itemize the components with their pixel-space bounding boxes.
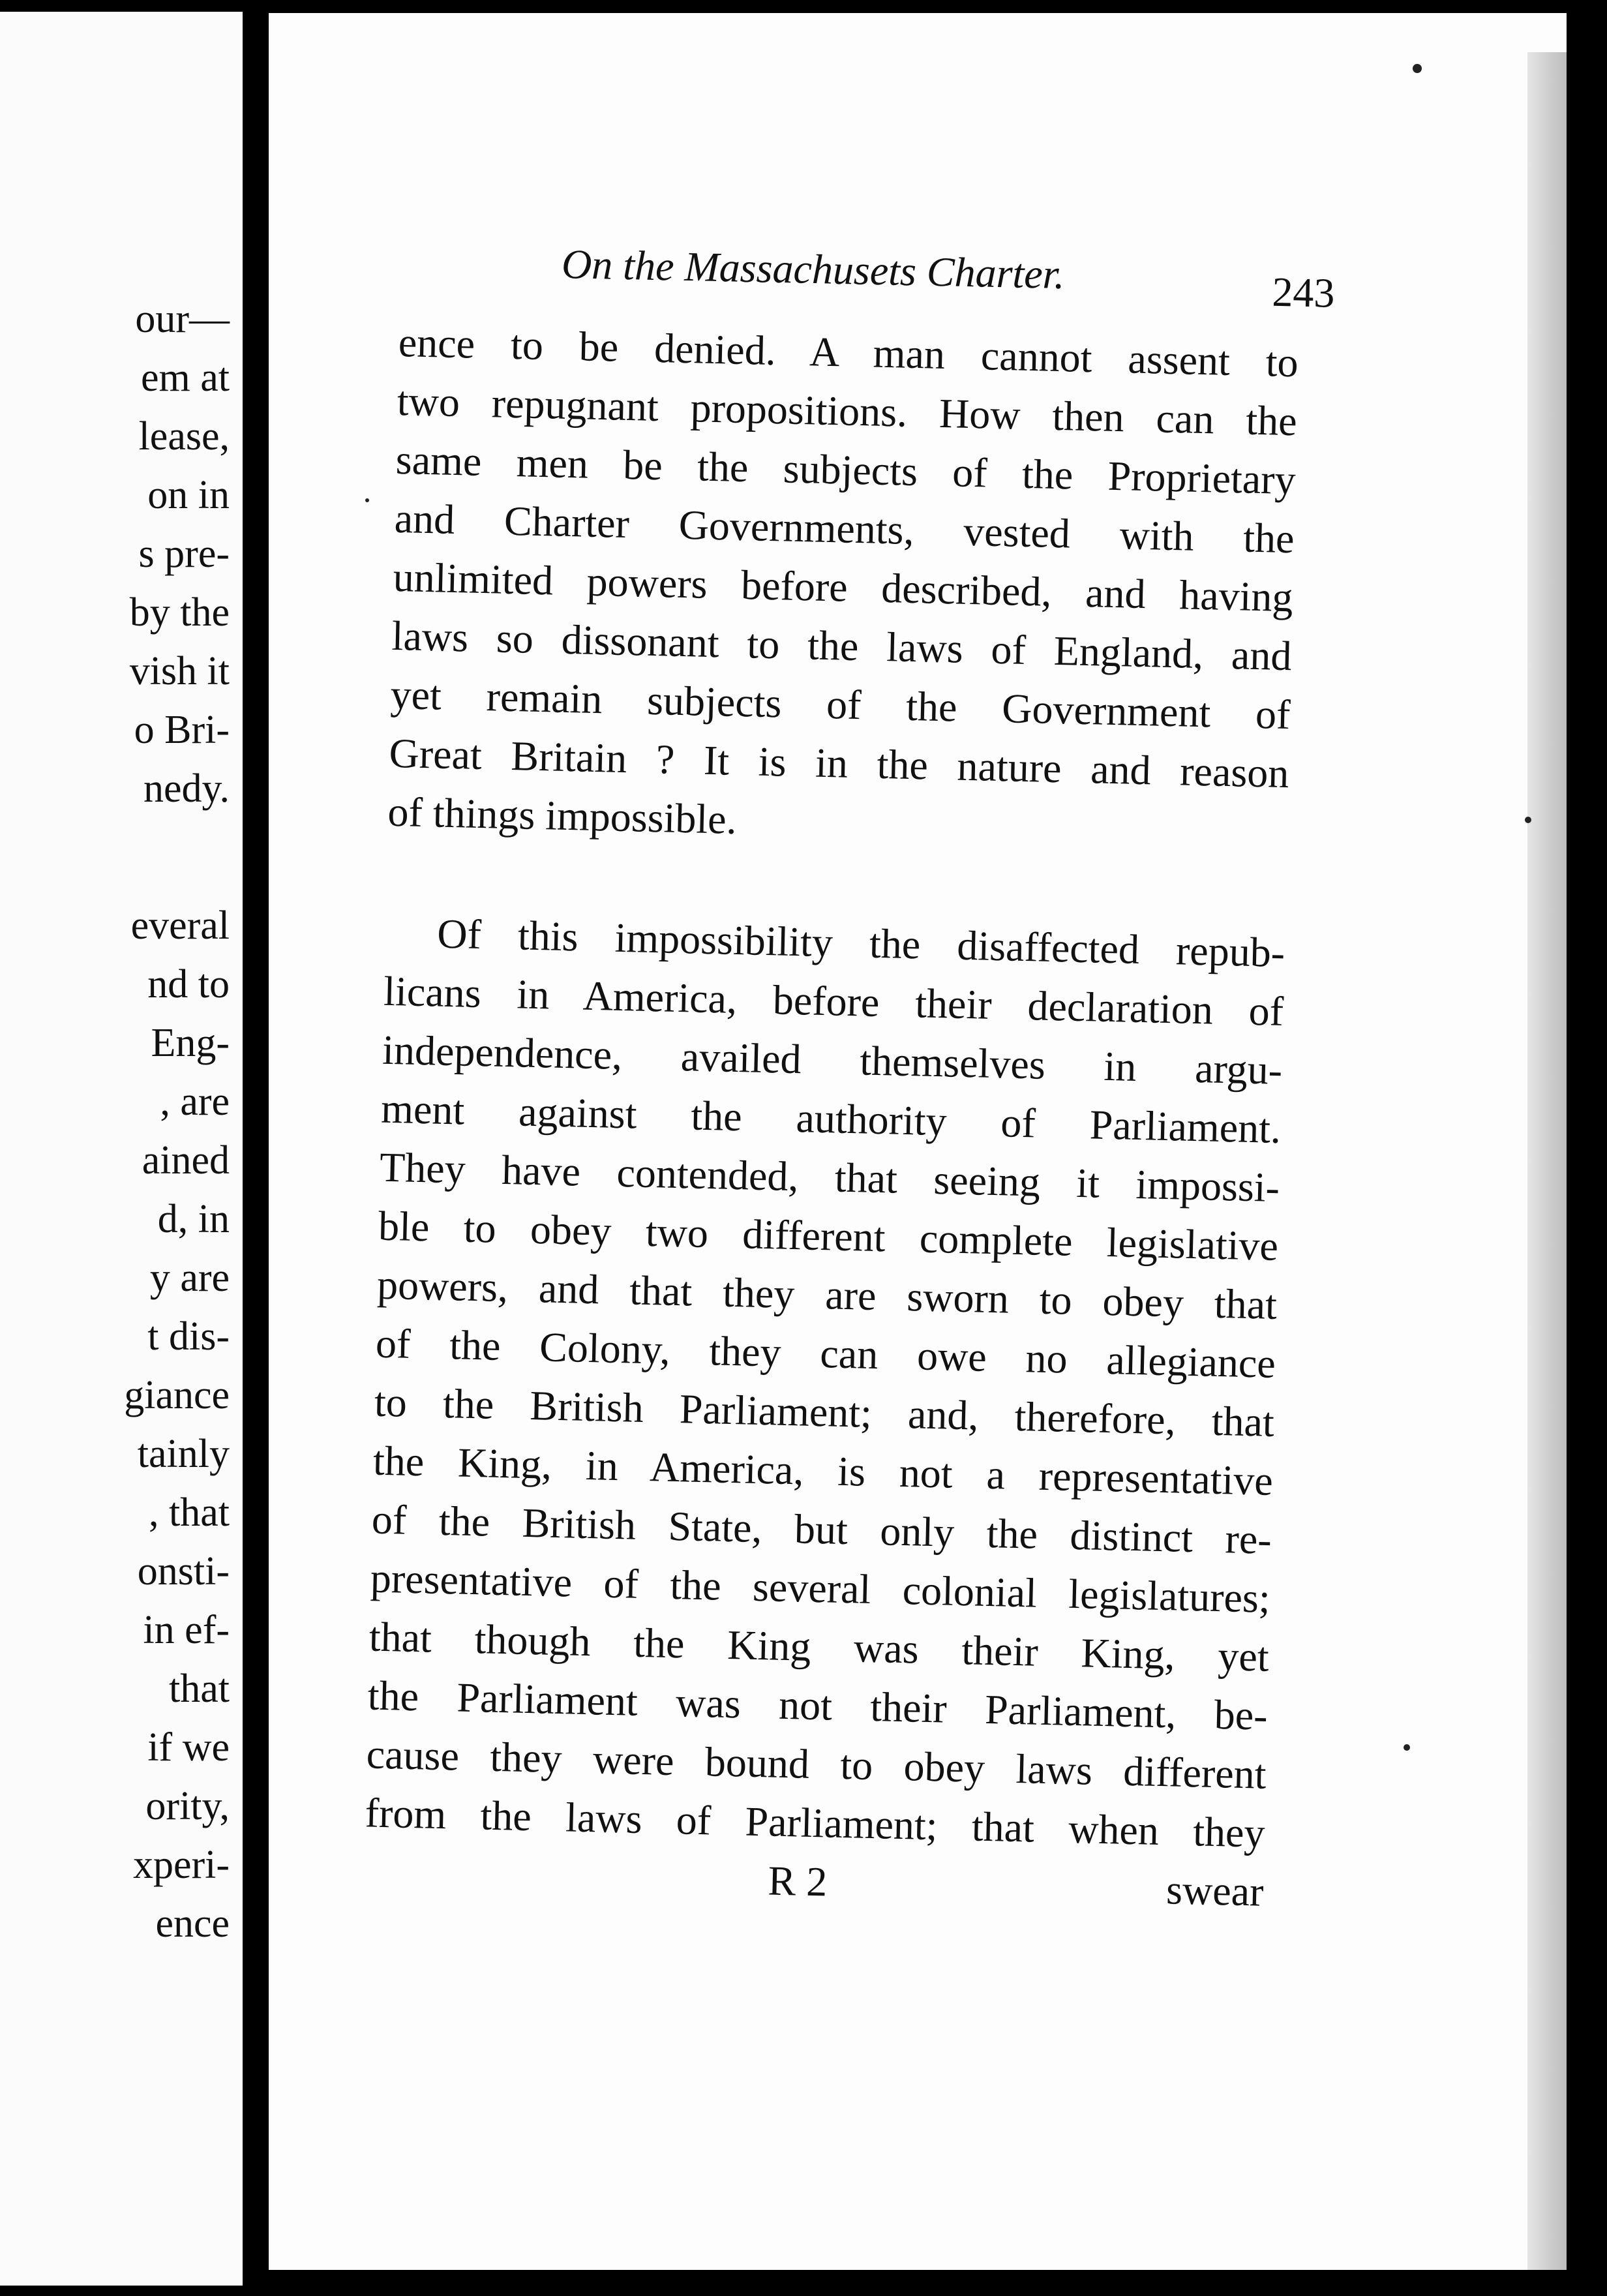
text-line: They have contended, that seeing it impossi- bbox=[379, 1143, 1280, 1211]
facing-page-line: ority, bbox=[145, 1784, 230, 1828]
facing-page-line: that bbox=[169, 1667, 230, 1711]
facing-page-line: on in bbox=[147, 473, 230, 517]
facing-page-line: d, in bbox=[157, 1197, 230, 1241]
facing-page-line: ence bbox=[155, 1901, 230, 1946]
text-line: ence to be denied. A man cannot assent to bbox=[398, 318, 1299, 386]
text-line: that though the King was their King, yet bbox=[368, 1613, 1270, 1680]
text-line: ment against the authority of Parliament. bbox=[380, 1085, 1282, 1152]
ink-speck bbox=[1525, 817, 1531, 823]
text-line: of the British State, but only the distinct re- bbox=[371, 1496, 1272, 1563]
text-line: Of this impossibility the disaffected repub- bbox=[436, 910, 1285, 976]
text-line: from the laws of Parliament; that when they bbox=[365, 1789, 1266, 1856]
book-page bbox=[269, 13, 1567, 2270]
facing-page-line: giance bbox=[124, 1373, 230, 1417]
facing-page-line: vish it bbox=[129, 649, 230, 693]
text-line: of things impossible. bbox=[387, 788, 738, 843]
text-line: the King, in America, is not a representative bbox=[372, 1437, 1274, 1504]
facing-page-line: o Bri- bbox=[134, 708, 230, 752]
facing-page-line: by the bbox=[129, 590, 230, 635]
body-text bbox=[365, 313, 1299, 1915]
facing-page-line: , are bbox=[160, 1080, 230, 1124]
facing-page-line: nd to bbox=[147, 962, 230, 1006]
signature-mark: R 2 bbox=[767, 1857, 828, 1905]
text-line: the Parliament was not their Parliament, be- bbox=[367, 1672, 1269, 1739]
facing-page-line: lease, bbox=[138, 414, 230, 459]
text-line: licans in America, before their declaration of bbox=[383, 967, 1284, 1035]
ink-speck bbox=[365, 498, 369, 502]
facing-page-line: in ef- bbox=[143, 1608, 230, 1652]
text-line: Great Britain ? It is in the nature and reason bbox=[388, 729, 1290, 797]
facing-page-line: t dis- bbox=[147, 1314, 230, 1359]
facing-page-line: em at bbox=[141, 355, 230, 400]
gutter-shadow bbox=[243, 0, 269, 2296]
facing-page-line: onsti- bbox=[137, 1549, 230, 1594]
facing-page-line: y are bbox=[149, 1256, 230, 1300]
facing-page-line: if we bbox=[147, 1725, 230, 1770]
text-line: of the Colony, they can owe no allegiance bbox=[375, 1320, 1276, 1387]
text-line: unlimited powers before described, and having bbox=[393, 553, 1294, 621]
text-line: laws so dissonant to the laws of England, and bbox=[391, 612, 1293, 680]
running-title: On the Massachusets Charter. bbox=[561, 240, 1066, 298]
page-edge bbox=[1527, 52, 1567, 2270]
facing-page-line: tainly bbox=[137, 1432, 230, 1476]
text-line: independence, availed themselves in argu- bbox=[382, 1026, 1283, 1094]
text-line: same men be the subjects of the Proprietary bbox=[395, 436, 1297, 504]
text-line: ble to obey two different complete legislative bbox=[378, 1202, 1279, 1269]
text-line: two repugnant propositions. How then can the bbox=[397, 377, 1298, 445]
page-number: 243 bbox=[1271, 268, 1336, 316]
text-line: cause they were bound to obey laws different bbox=[366, 1730, 1267, 1798]
facing-page-line: everal bbox=[130, 903, 230, 948]
facing-page-line: xperi- bbox=[132, 1843, 230, 1887]
catchword: swear bbox=[1165, 1866, 1265, 1915]
text-line: powers, and that they are sworn to obey that bbox=[376, 1261, 1278, 1328]
running-head bbox=[561, 238, 1475, 316]
ink-speck bbox=[1404, 1744, 1410, 1751]
facing-page bbox=[0, 12, 243, 2286]
facing-page-line: , that bbox=[149, 1490, 230, 1535]
text-line: presentative of the several colonial legislatures; bbox=[370, 1554, 1271, 1622]
ink-speck bbox=[1413, 64, 1422, 73]
facing-page-line: Eng- bbox=[151, 1021, 230, 1065]
text-line: to the British Parliament; and, therefore, that bbox=[374, 1378, 1275, 1445]
facing-page-line: nedy. bbox=[143, 766, 230, 811]
scan-border bbox=[1567, 0, 1607, 2296]
text-line: and Charter Governments, vested with the bbox=[394, 494, 1295, 562]
facing-page-line: ained bbox=[142, 1138, 230, 1183]
text-line: yet remain subjects of the Government of bbox=[389, 671, 1291, 738]
facing-page-line: our— bbox=[135, 297, 230, 341]
facing-page-line: s pre- bbox=[138, 532, 230, 576]
